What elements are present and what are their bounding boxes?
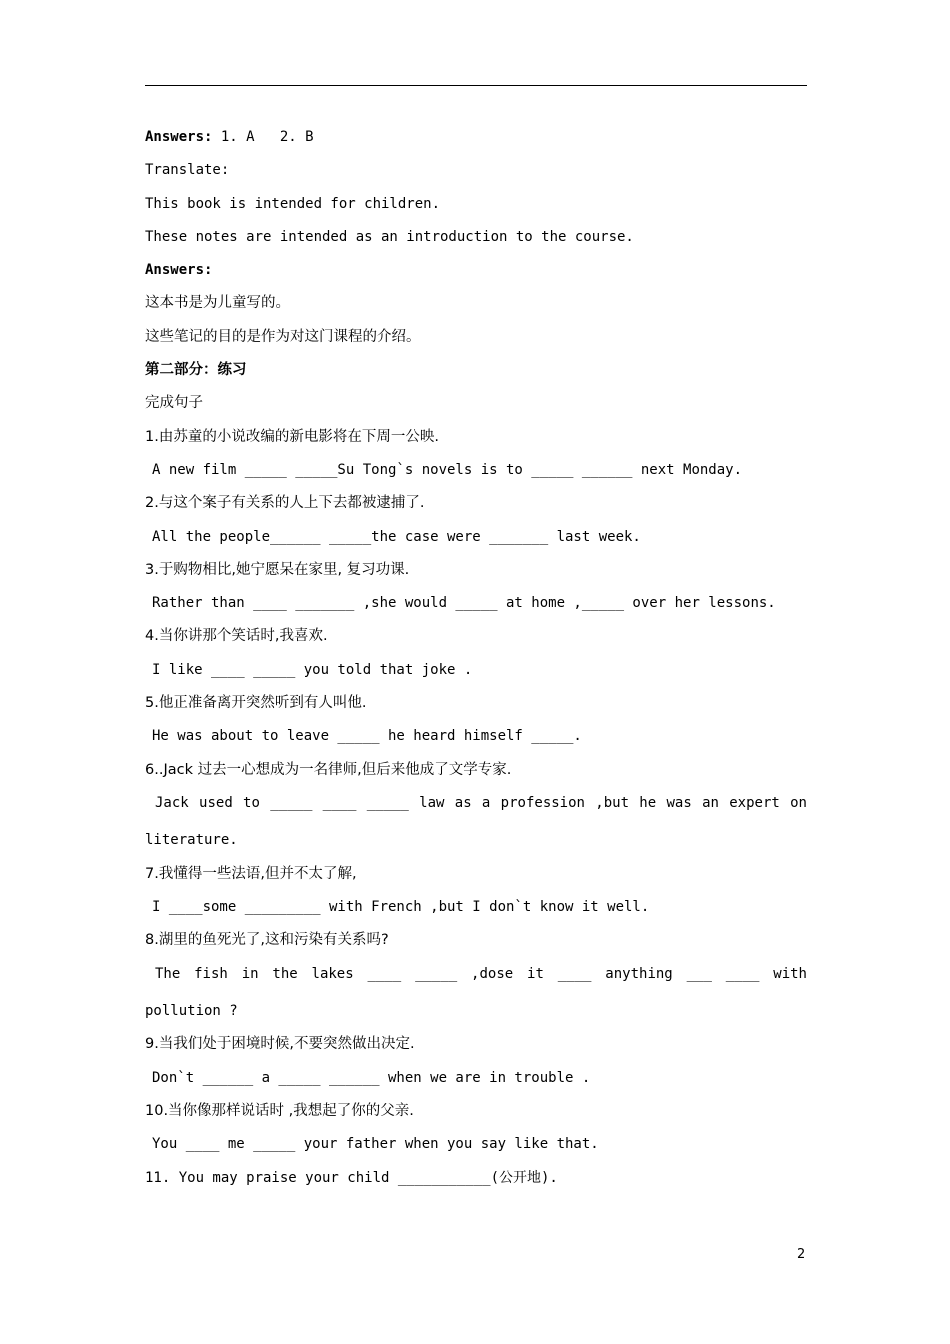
- item-11-sentence: 11. You may praise your child ___________(公开地).: [145, 1169, 558, 1186]
- translate-label: Translate:: [145, 162, 230, 179]
- item-3-prompt: 3.于购物相比,她宁愿呆在家里, 复习功课.: [145, 561, 410, 578]
- item-8-sentence: The fish in the lakes ____ _____ ,dose it ____ anything ___ ____ with: [155, 965, 807, 982]
- translate-sentence-1: This book is intended for children.: [145, 195, 441, 212]
- header-rule: [145, 85, 807, 86]
- answers-values: 1. A 2. B: [212, 129, 314, 145]
- task-title: 完成句子: [145, 395, 203, 412]
- item-4-sentence: I like ____ _____ you told that joke .: [152, 661, 473, 678]
- item-6-sentence: Jack used to _____ ____ _____ law as a profession ,but he was an expert on: [155, 794, 807, 811]
- item-1-sentence: A new film _____ _____Su Tong`s novels is to _____ ______ next Monday.: [152, 461, 743, 478]
- item-10-sentence: You ____ me _____ your father when you say like that.: [152, 1136, 599, 1153]
- answer-cn-1: 这本书是为儿童写的。: [145, 295, 290, 312]
- item-10-prompt: 10.当你像那样说话时 ,我想起了你的父亲.: [145, 1103, 414, 1120]
- item-7-prompt: 7.我懂得一些法语,但并不太了解,: [145, 865, 357, 882]
- item-6-prompt: 6..Jack 过去一心想成为一名律师,但后来他成了文学专家.: [145, 761, 512, 778]
- answers-line: [145, 124, 807, 157]
- answer-cn-2: 这些笔记的目的是作为对这门课程的介绍。: [145, 328, 421, 345]
- answers-label-2: Answers:: [145, 262, 213, 279]
- item-4-prompt: 4.当你讲那个笑话时,我喜欢.: [145, 628, 328, 645]
- translate-sentence-2: These notes are intended as an introduction to the course.: [145, 228, 634, 245]
- document-body: [145, 124, 807, 1198]
- item-7-sentence: I ____some _________ with French ,but I don`t know it well.: [152, 899, 650, 916]
- item-9-sentence: Don`t ______ a _____ ______ when we are in trouble .: [152, 1069, 591, 1086]
- page-number: 2: [797, 1247, 806, 1262]
- section-title: 第二部分：练习: [145, 362, 247, 379]
- item-1-prompt: 1.由苏童的小说改编的新电影将在下周一公映.: [145, 428, 439, 445]
- item-5-prompt: 5.他正准备离开突然听到有人叫他.: [145, 695, 367, 712]
- item-3-sentence: Rather than ____ _______ ,she would _____ at home ,_____ over her lessons.: [152, 595, 776, 612]
- item-6-sentence-cont: literature.: [145, 832, 238, 849]
- item-5-sentence: He was about to leave _____ he heard himself _____.: [152, 728, 582, 745]
- item-2-prompt: 2.与这个案子有关系的人上下去都被逮捕了.: [145, 495, 425, 512]
- answers-label: Answers:: [145, 129, 213, 145]
- item-8-prompt: 8.湖里的鱼死光了,这和污染有关系吗?: [145, 932, 389, 949]
- item-2-sentence: All the people______ _____the case were _______ last week.: [152, 528, 641, 545]
- item-9-prompt: 9.当我们处于困境时候,不要突然做出决定.: [145, 1036, 415, 1053]
- item-8-sentence-cont: pollution ?: [145, 1003, 238, 1020]
